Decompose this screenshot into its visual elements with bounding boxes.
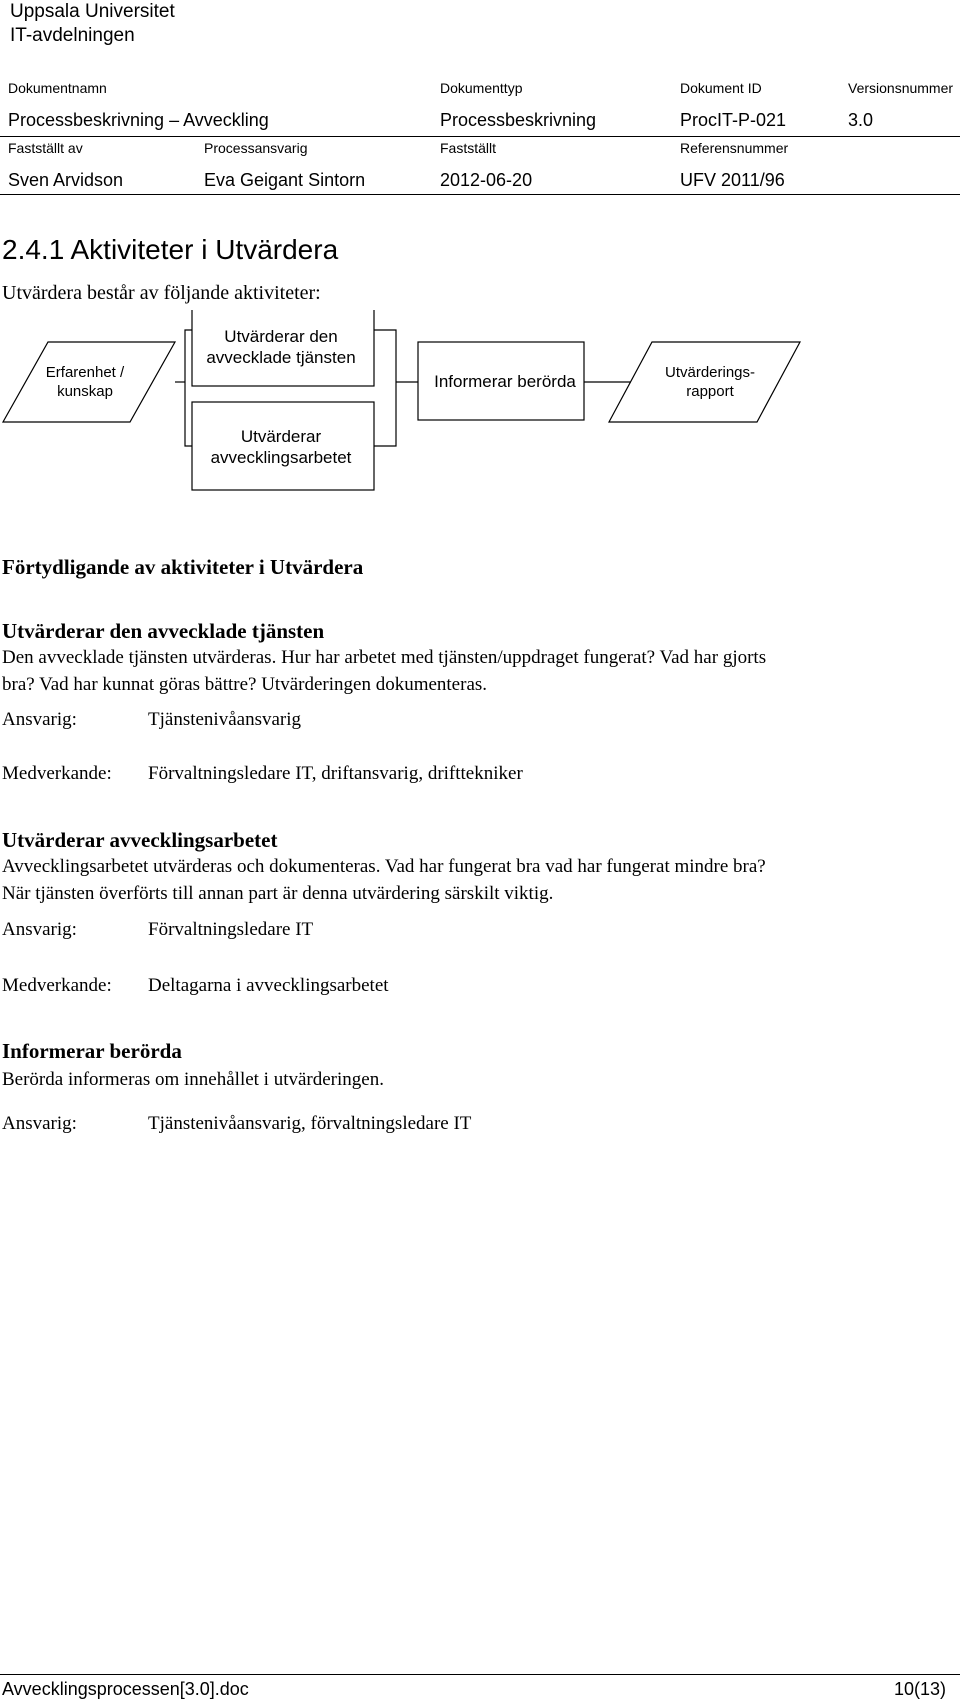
diagram-output-label: Utvärderings- rapport bbox=[664, 364, 756, 400]
meta-value: 3.0 bbox=[848, 110, 874, 130]
meta-label: Fastställt av bbox=[8, 140, 83, 156]
footer-page-number: 10(13) bbox=[893, 1679, 946, 1699]
diagram-activity-3-label: Informerar berörda bbox=[434, 372, 576, 391]
diagram-input-label: Erfarenhet / kunskap bbox=[45, 364, 125, 400]
activity-2-participants bbox=[2, 972, 958, 999]
meta-document-id bbox=[680, 80, 786, 130]
activity-2-responsible bbox=[2, 916, 958, 943]
activity-2-description-line-1: Avvecklingsarbetet utvärderas och dokumenteras. Vad har fungerat bra vad har fungerat mindre bra? bbox=[2, 856, 766, 877]
participants-value: Deltagarna i avvecklingsarbetet bbox=[148, 975, 389, 996]
meta-value: Processbeskrivning – Avveckling bbox=[8, 110, 269, 130]
activity-1-description-line-1: Den avvecklade tjänsten utvärderas. Hur har arbetet med tjänsten/uppdraget fungerat? Vad har gjorts bbox=[2, 647, 767, 668]
meta-label: Dokumentnamn bbox=[8, 80, 107, 96]
meta-label: Processansvarig bbox=[204, 140, 308, 156]
activity-1-description-line-2: bra? Vad har kunnat göras bättre? Utvärderingen dokumenteras. bbox=[2, 674, 488, 695]
diagram-shapes bbox=[0, 310, 960, 535]
section-title: 2.4.1 Aktiviteter i Utvärdera bbox=[2, 234, 339, 265]
meta-label: Referensnummer bbox=[680, 140, 789, 156]
meta-document-name bbox=[8, 80, 269, 130]
responsible-label: Ansvarig: bbox=[2, 1113, 77, 1134]
meta-label: Dokumenttyp bbox=[440, 80, 523, 96]
meta-bottom-rule bbox=[0, 194, 960, 195]
meta-approved-by bbox=[8, 140, 123, 190]
participants-label: Medverkande: bbox=[2, 763, 112, 784]
connector-left-bracket bbox=[185, 330, 192, 446]
meta-label: Fastställt bbox=[440, 140, 497, 156]
meta-value: 2012-06-20 bbox=[440, 170, 533, 190]
activity-2-description-line-2: När tjänsten överförts till annan part är denna utvärdering särskilt viktig. bbox=[2, 883, 554, 904]
document-header bbox=[10, 0, 175, 48]
meta-value: Sven Arvidson bbox=[8, 170, 124, 190]
meta-value: Processbeskrivning bbox=[440, 110, 597, 130]
activity-3-responsible bbox=[2, 1110, 958, 1137]
responsible-value: Tjänstenivåansvarig, förvaltningsledare IT bbox=[148, 1113, 472, 1134]
participants-label: Medverkande: bbox=[2, 975, 112, 996]
diagram-activity-1-label: Utvärderar den avvecklade tjänsten bbox=[206, 327, 356, 367]
meta-process-owner bbox=[204, 140, 365, 190]
activity-1-responsible bbox=[2, 706, 958, 733]
clarify-heading: Förtydligande av aktiviteter i Utvärdera bbox=[2, 555, 364, 579]
activity-3-heading: Informerar berörda bbox=[2, 1039, 182, 1063]
connector-right-bracket bbox=[374, 330, 396, 446]
footer-filename: Avvecklingsprocessen[3.0].doc bbox=[2, 1679, 249, 1699]
diagram-activity-2-label: Utvärderar avvecklingsarbetet bbox=[210, 427, 352, 467]
meta-approved-date bbox=[440, 140, 532, 190]
meta-document-type bbox=[440, 80, 596, 130]
document-metadata bbox=[0, 76, 960, 196]
meta-value: UFV 2011/96 bbox=[680, 170, 785, 190]
activity-3-description-line-1: Berörda informeras om innehållet i utvärderingen. bbox=[2, 1069, 384, 1090]
section-intro: Utvärdera består av följande aktiviteter: bbox=[2, 282, 321, 304]
meta-reference-number bbox=[680, 140, 788, 190]
meta-value: ProcIT-P-021 bbox=[680, 110, 787, 130]
footer-rule bbox=[0, 1674, 960, 1675]
activity-1-heading: Utvärderar den avvecklade tjänsten bbox=[2, 619, 325, 643]
activity-1-participants bbox=[2, 760, 958, 787]
meta-label: Versionsnummer bbox=[848, 80, 954, 96]
participants-value: Förvaltningsledare IT, driftansvarig, drifttekniker bbox=[148, 763, 523, 784]
meta-divider bbox=[0, 136, 960, 137]
org-name: Uppsala Universitet bbox=[10, 1, 175, 22]
activity-2-heading: Utvärderar avvecklingsarbetet bbox=[2, 828, 278, 852]
responsible-value: Tjänstenivåansvarig bbox=[148, 709, 302, 730]
responsible-label: Ansvarig: bbox=[2, 919, 77, 940]
meta-version bbox=[848, 80, 953, 130]
meta-label: Dokument ID bbox=[680, 80, 762, 96]
responsible-value: Förvaltningsledare IT bbox=[148, 919, 314, 940]
department-name: IT-avdelningen bbox=[10, 25, 135, 46]
responsible-label: Ansvarig: bbox=[2, 709, 77, 730]
meta-value: Eva Geigant Sintorn bbox=[204, 170, 366, 190]
process-diagram bbox=[0, 310, 960, 535]
